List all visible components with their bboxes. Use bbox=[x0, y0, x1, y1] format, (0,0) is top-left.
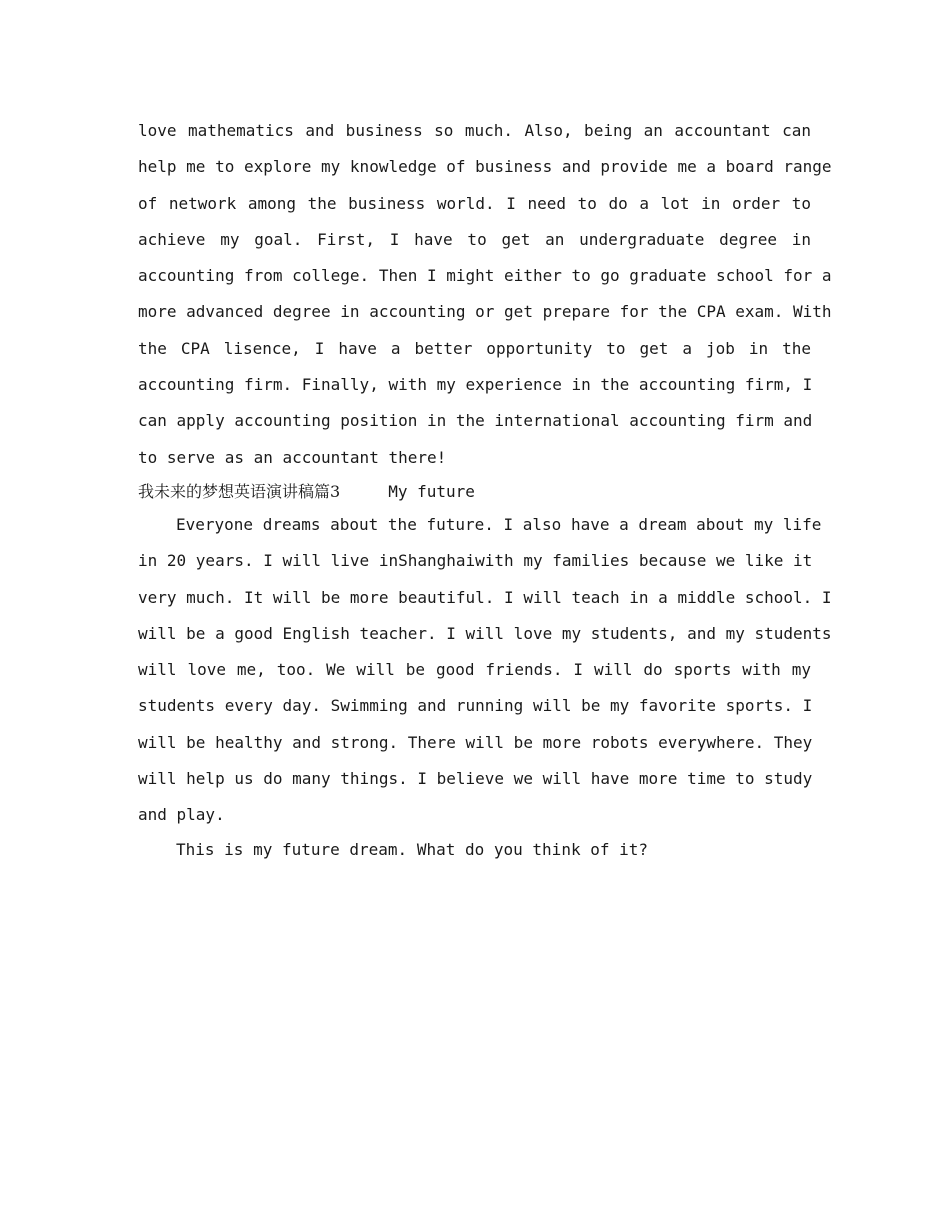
text-line: love mathematics and business so much. Also, being an accountant can bbox=[138, 121, 811, 140]
text-line: will help us do many things. I believe we will have more time to study bbox=[138, 769, 813, 789]
text-line: students every day. Swimming and running will be my favorite sports. I bbox=[138, 696, 813, 716]
section-heading bbox=[138, 480, 811, 504]
paragraph-accountant-goal bbox=[138, 119, 832, 482]
text-line: in 20 years. I will live inShanghaiwith my families because we like it bbox=[138, 551, 813, 571]
text-line: of network among the business world. I need to do a lot in order to bbox=[138, 193, 811, 213]
closing-sentence: This is my future dream. What do you think of it? bbox=[176, 840, 649, 859]
text-line: can apply accounting position in the international accounting firm and bbox=[138, 411, 813, 431]
section-heading-chinese: 我未来的梦想英语演讲稿篇3 bbox=[138, 482, 341, 501]
text-line: to serve as an accountant there! bbox=[138, 447, 447, 467]
paragraph-my-future bbox=[138, 513, 832, 840]
section-heading-english: My future bbox=[388, 482, 475, 501]
text-line: will love me, too. We will be good friends. I will do sports with my bbox=[138, 660, 811, 680]
text-line: help me to explore my knowledge of business and provide me a board range bbox=[138, 157, 832, 177]
text-line: achieve my goal. First, I have to get an undergraduate degree in bbox=[138, 229, 811, 249]
text-line: and play. bbox=[138, 805, 225, 825]
text-line: the CPA lisence, I have a better opportunity to get a job in the bbox=[138, 338, 811, 358]
text-line: accounting from college. Then I might either to go graduate school for a bbox=[138, 266, 832, 286]
text-line: will be healthy and strong. There will be more robots everywhere. They bbox=[138, 732, 813, 752]
text-line: accounting firm. Finally, with my experience in the accounting firm, I bbox=[138, 375, 813, 395]
text-line: more advanced degree in accounting or get prepare for the CPA exam. With bbox=[138, 302, 832, 322]
text-line: very much. It will be more beautiful. I will teach in a middle school. I bbox=[138, 587, 832, 607]
text-line: will be a good English teacher. I will love my students, and my students bbox=[138, 623, 832, 643]
text-line: Everyone dreams about the future. I also have a dream about my life bbox=[176, 515, 822, 534]
